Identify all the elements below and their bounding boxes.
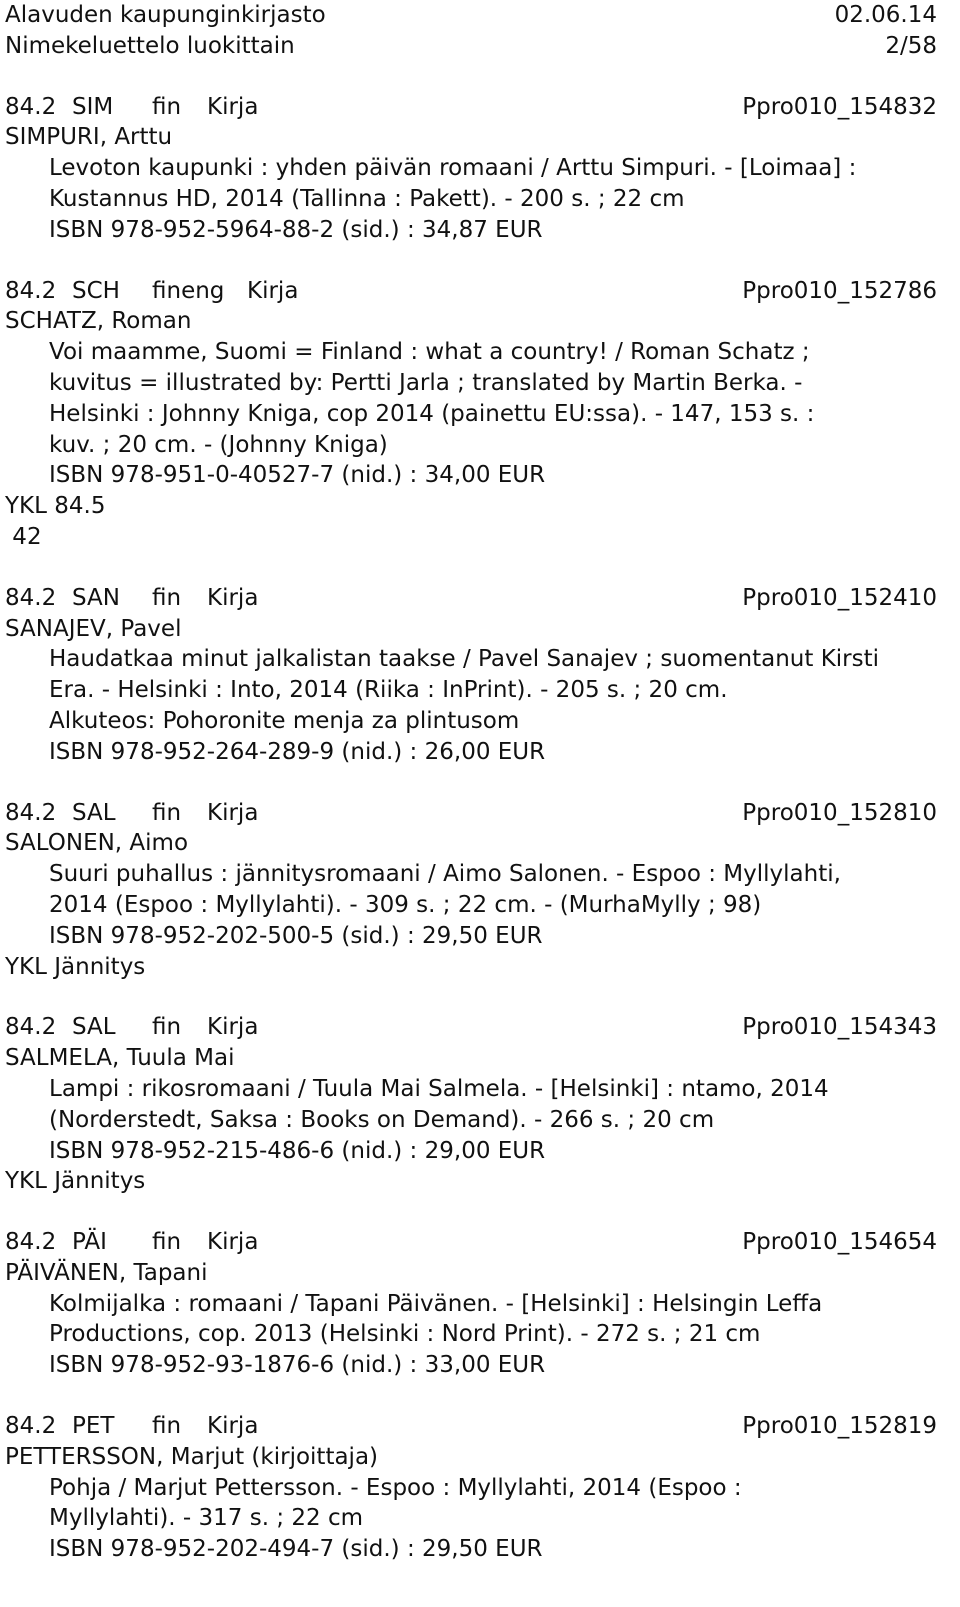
entry-description-line: ISBN 978-952-202-500-5 (sid.) : 29,50 EUR [49,922,543,949]
report-date: 02.06.14 [834,2,937,28]
entry-class: 84.2 [5,799,57,826]
entry-author: PÄIVÄNEN, Tapani [5,1259,208,1286]
entry-description-line: Productions, cop. 2013 (Helsinki : Nord Print). - 272 s. ; 21 cm [49,1321,761,1348]
entry-classification-note: YKL Jännitys [5,953,146,980]
entry-record-id: Ppro010_152819 [742,1413,937,1440]
entry-description-line: ISBN 978-952-264-289-9 (nid.) : 26,00 EUR [49,738,546,765]
entry-class: 84.2 [5,93,57,120]
entry-classification-note: 42 [5,523,42,550]
entry-description-line: Levoton kaupunki : yhden päivän romaani / Arttu Simpuri. - [Loimaa] : [49,155,857,182]
entry-description-line: (Norderstedt, Saksa : Books on Demand). - 266 s. ; 20 cm [49,1106,715,1133]
entry-material-type: Kirja [207,1229,259,1256]
entry-heading [5,1012,937,1043]
entry-record-id: Ppro010_152786 [742,277,937,304]
entry-heading [5,583,937,614]
entry-language: fin [152,584,182,611]
entry-description-line: Helsinki : Johnny Kniga, cop 2014 (painettu EU:ssa). - 147, 153 s. : [49,400,815,427]
catalog-entry [5,798,937,983]
entry-class: 84.2 [5,1014,57,1041]
entry-author: SCHATZ, Roman [5,308,192,335]
library-name: Alavuden kaupunginkirjasto [5,2,326,28]
entry-description-line: Suuri puhallus : jännitysromaani / Aimo Salonen. - Espoo : Myllylahti, [49,861,841,888]
entry-material-type: Kirja [207,1413,259,1440]
entry-class: 84.2 [5,1229,57,1256]
catalog-entry [5,1411,937,1565]
report-title: Nimekeluettelo luokittain [5,32,295,59]
entry-heading [5,92,937,123]
entry-description-line: ISBN 978-952-215-486-6 (nid.) : 29,00 EUR [49,1137,546,1164]
entry-class: 84.2 [5,584,57,611]
entry-description-line: 2014 (Espoo : Myllylahti). - 309 s. ; 22 cm. - (MurhaMylly ; 98) [49,891,762,918]
entry-shelf-code: SAN [72,584,120,611]
entry-shelf-code: SIM [72,93,114,120]
entry-heading [5,276,937,307]
entry-description-line: Pohja / Marjut Pettersson. - Espoo : Myllylahti, 2014 (Espoo : [49,1474,742,1501]
entry-description-line: Lampi : rikosromaani / Tuula Mai Salmela. - [Helsinki] : ntamo, 2014 [49,1075,829,1102]
entry-description-line: Voi maamme, Suomi = Finland : what a country! / Roman Schatz ; [49,339,810,366]
entry-description-line: Kustannus HD, 2014 (Tallinna : Pakett). - 200 s. ; 22 cm [49,185,685,212]
entry-author: SALMELA, Tuula Mai [5,1045,235,1072]
entry-material-type: Kirja [207,584,259,611]
entry-author: SIMPURI, Arttu [5,124,173,151]
catalog-entry [5,1227,937,1381]
entry-description-line: kuvitus = illustrated by: Pertti Jarla ; translated by Martin Berka. - [49,369,803,396]
entry-description-line: Alkuteos: Pohoronite menja za plintusom [49,707,520,734]
entry-class: 84.2 [5,1413,57,1440]
entry-description-line: Haudatkaa minut jalkalistan taakse / Pavel Sanajev ; suomentanut Kirsti [49,646,880,673]
entry-shelf-code: SAL [72,799,116,826]
entry-description-line: ISBN 978-952-5964-88-2 (sid.) : 34,87 EUR [49,216,543,243]
entry-shelf-code: SCH [72,277,120,304]
catalog-entry [5,1012,937,1197]
catalog-page [5,0,937,1565]
entry-description-line: ISBN 978-952-202-494-7 (sid.) : 29,50 EUR [49,1536,543,1563]
page-number: 2/58 [885,32,937,59]
catalog-entry [5,92,937,246]
entry-material-type: Kirja [207,799,259,826]
catalog-entry [5,276,937,553]
entry-language: fin [152,93,182,120]
entry-description-line: kuv. ; 20 cm. - (Johnny Kniga) [49,431,388,458]
entry-class: 84.2 [5,277,57,304]
entry-language: fineng [152,277,225,304]
entry-description-line: Kolmijalka : romaani / Tapani Päivänen. - [Helsinki] : Helsingin Leffa [49,1290,823,1317]
entry-shelf-code: SAL [72,1014,116,1041]
entry-material-type: Kirja [207,1014,259,1041]
entry-description-line: ISBN 978-951-0-40527-7 (nid.) : 34,00 EUR [49,462,546,489]
entry-classification-note: YKL 84.5 [5,493,106,520]
entry-shelf-code: PÄI [72,1229,107,1256]
entry-language: fin [152,1229,182,1256]
entry-description-line: ISBN 978-952-93-1876-6 (nid.) : 33,00 EUR [49,1352,546,1379]
entry-material-type: Kirja [207,93,259,120]
entry-author: PETTERSSON, Marjut (kirjoittaja) [5,1443,379,1470]
entry-language: fin [152,1014,182,1041]
entry-classification-note: YKL Jännitys [5,1168,146,1195]
entry-description-line: Era. - Helsinki : Into, 2014 (Riika : InPrint). - 205 s. ; 20 cm. [49,677,728,704]
catalog-entry [5,583,937,768]
entry-author: SANAJEV, Pavel [5,615,182,642]
entry-record-id: Ppro010_154343 [742,1014,937,1041]
entry-record-id: Ppro010_152410 [742,584,937,611]
entry-description-line: Myllylahti). - 317 s. ; 22 cm [49,1505,364,1532]
entry-heading [5,1411,937,1442]
entry-record-id: Ppro010_154654 [742,1229,937,1256]
entry-material-type: Kirja [247,277,299,304]
entry-record-id: Ppro010_154832 [742,93,937,120]
entry-language: fin [152,799,182,826]
entry-author: SALONEN, Aimo [5,830,189,857]
entry-heading [5,1227,937,1258]
entry-heading [5,798,937,829]
entry-language: fin [152,1413,182,1440]
entry-list [5,92,937,1565]
entry-record-id: Ppro010_152810 [742,799,937,826]
entry-shelf-code: PET [72,1413,115,1440]
page-header [5,0,937,62]
